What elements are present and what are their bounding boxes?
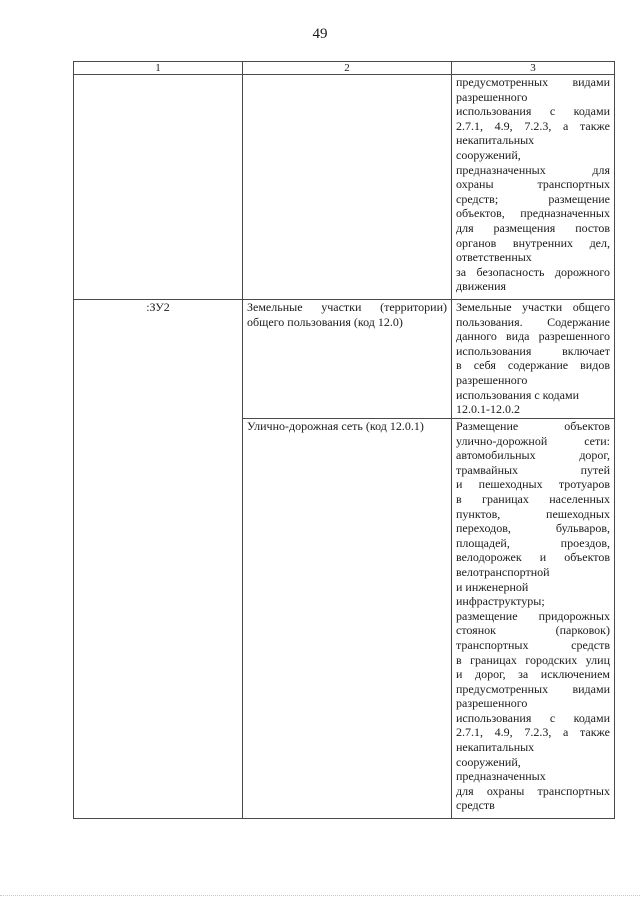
description-line: стоянок (парковок) [456, 623, 610, 638]
description-line: данного вида разрешенного [456, 329, 610, 344]
description-line: велотранспортной [456, 564, 550, 579]
use-name-cell-2: Улично-дорожная сеть (код 12.0.1) [243, 419, 452, 819]
description-line: Земельные участки общего [456, 300, 610, 314]
description-line: и пешеходных тротуаров [456, 477, 610, 492]
use-description-cell-1 [452, 300, 615, 419]
description-line: использования включает [456, 343, 610, 358]
description-line: трамвайных путей [456, 462, 610, 477]
description-line: 2.7.1, 4.9, 7.2.3, а также [456, 725, 610, 740]
description-line: сооружений, [456, 754, 521, 769]
description-line: площадей, проездов, [456, 535, 610, 550]
description-line: разрешенного [456, 372, 528, 387]
description-line: автомобильных дорог, [456, 448, 610, 463]
description-line: и дорог, за исключением [456, 667, 610, 682]
description-line: размещение придорожных [456, 608, 610, 623]
description-line: 2.7.1, 4.9, 7.2.3, а также [456, 118, 610, 133]
use-name-cell-1: Земельные участки (территории) общего пользования (код 12.0) [243, 300, 452, 419]
description-line: и инженерной [456, 579, 529, 594]
description-line: предусмотренных видами [456, 681, 610, 696]
scan-edge-line [0, 895, 640, 897]
description-line: пунктов, пешеходных [456, 506, 610, 521]
column-header-2: 2 [243, 62, 452, 75]
description-line: переходов, бульваров, [456, 521, 610, 536]
column-header-3: 3 [452, 62, 615, 75]
description-line: средств; размещение [456, 191, 610, 206]
description-line: в себя содержание видов [456, 358, 610, 373]
description-line: предназначенных [456, 769, 546, 784]
land-use-table [73, 61, 615, 819]
description-line: ответственных [456, 250, 532, 265]
description-line: предусмотренных видами [456, 75, 610, 89]
use-description-cell-2 [452, 419, 615, 819]
description-line: в границах населенных [456, 491, 610, 506]
table-row-zu2-first [74, 300, 615, 419]
parcel-code: :ЗУ2 [146, 300, 170, 314]
description-line: инфраструктуры; [456, 594, 545, 609]
description-line: для охраны транспортных [456, 783, 610, 798]
page-number: 49 [312, 26, 328, 42]
description-line: за безопасность дорожного [456, 264, 610, 279]
table-row-continuation [74, 75, 615, 300]
description-line: использования с кодами [456, 387, 579, 402]
description-line: для размещения постов [456, 220, 610, 235]
description-line: сооружений, [456, 147, 521, 162]
description-line: улично-дорожной сети: [456, 433, 610, 448]
continuation-name-cell [243, 75, 452, 300]
description-line: разрешенного [456, 696, 528, 711]
description-line: предназначенных для [456, 162, 610, 177]
description-line: объектов, предназначенных [456, 206, 610, 221]
description-line: использования с кодами [456, 104, 610, 119]
description-line: движения [456, 279, 507, 294]
description-line: некапитальных [456, 133, 535, 148]
description-line: пользования. Содержание [456, 314, 610, 329]
table-header-row [74, 62, 615, 75]
description-line: охраны транспортных [456, 177, 610, 192]
description-line: средств [456, 798, 495, 813]
description-line: велодорожек и объектов [456, 550, 610, 565]
description-line: Размещение объектов [456, 419, 610, 433]
description-line: использования с кодами [456, 710, 610, 725]
description-line: разрешенного [456, 89, 528, 104]
continuation-description-cell [452, 75, 615, 300]
continuation-code-cell [74, 75, 243, 300]
description-line: в границах городских улиц [456, 652, 610, 667]
column-header-1: 1 [74, 62, 243, 75]
description-line: транспортных средств [456, 637, 610, 652]
description-line: органов внутренних дел, [456, 235, 610, 250]
parcel-code-cell [74, 300, 243, 819]
description-line: 12.0.1-12.0.2 [456, 402, 520, 417]
description-line: некапитальных [456, 740, 535, 755]
